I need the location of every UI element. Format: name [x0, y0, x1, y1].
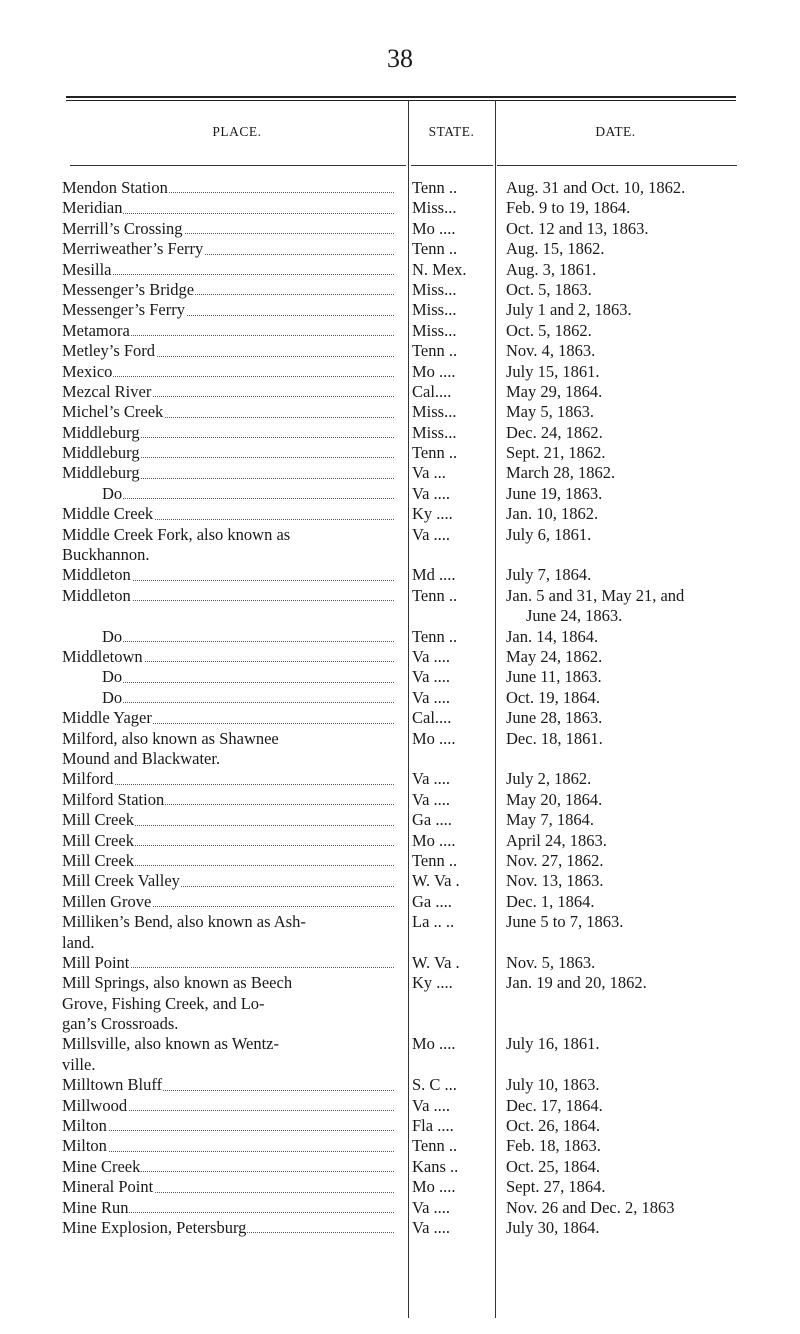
table-row: [0, 525, 800, 566]
place-cell: [62, 1198, 402, 1218]
state-cell: Tenn ..: [412, 239, 458, 259]
date-cell: [506, 871, 800, 891]
place-name: Mesilla: [62, 259, 112, 279]
date-text: May 29, 1864.: [506, 381, 603, 401]
table-row: [0, 504, 800, 524]
header-place: PLACE.: [212, 124, 262, 139]
place-name: Middleburg: [62, 422, 140, 442]
state-cell: Va ....: [412, 647, 451, 667]
leader-dots: [102, 702, 394, 703]
date-cell: [506, 1136, 800, 1156]
date-cell: [506, 831, 800, 851]
place-cell: [62, 362, 402, 382]
place-cell: [62, 953, 402, 973]
page-number: 38: [387, 44, 413, 73]
place-name: Mine Explosion, Petersburg: [62, 1218, 247, 1238]
date-text: Oct. 5, 1862.: [506, 320, 592, 340]
table-row: [0, 1177, 800, 1197]
place-name: Milton: [62, 1136, 107, 1156]
table-row: [0, 790, 800, 810]
date-text: Sept. 27, 1864.: [506, 1177, 606, 1197]
date-text: Aug. 15, 1862.: [506, 239, 605, 259]
date-text: Dec. 18, 1861.: [506, 728, 603, 748]
date-text: Oct. 25, 1864.: [506, 1156, 600, 1176]
place-name: Messenger’s Ferry: [62, 300, 185, 320]
state-cell: Va ....: [412, 789, 451, 809]
table-row: [0, 321, 800, 341]
place-cell: [62, 1116, 402, 1136]
date-cell: [506, 790, 800, 810]
state-cell: Cal....: [412, 708, 452, 728]
table-row: [0, 973, 800, 1034]
place-cell: [62, 219, 402, 239]
table-row: [0, 892, 800, 912]
place-cell: [62, 1177, 402, 1197]
state-cell: La .. ..: [412, 912, 455, 932]
place-name: Do: [102, 626, 123, 646]
place-name: Mineral Point: [62, 1177, 154, 1197]
state-cell: Tenn ..: [412, 341, 458, 361]
state-cell: Ky ....: [412, 504, 453, 524]
place-cell: [62, 525, 402, 566]
place-cell: [62, 423, 402, 443]
table-row: [0, 831, 800, 851]
place-name: Do: [102, 687, 123, 707]
date-cell: [506, 973, 800, 993]
date-text: July 30, 1864.: [506, 1218, 600, 1238]
state-cell: Miss...: [412, 402, 457, 422]
leader-dots: [102, 682, 394, 683]
place-cell: [62, 871, 402, 891]
table-row: [0, 178, 800, 198]
state-cell: Va ....: [412, 687, 451, 707]
table-row: [0, 382, 800, 402]
place-cell: [62, 1218, 402, 1238]
table-row: [0, 484, 800, 504]
state-cell: Fla ....: [412, 1116, 454, 1136]
place-name: Mezcal River: [62, 381, 152, 401]
place-cell: [62, 1136, 402, 1156]
table-row: [0, 565, 800, 585]
date-cell: [506, 586, 800, 627]
place-name: Metamora: [62, 320, 130, 340]
date-cell: [506, 198, 800, 218]
place-name: Millen Grove: [62, 891, 152, 911]
table-top-rule-thin: [66, 100, 736, 101]
date-cell: [506, 484, 800, 504]
place-name: Mine Run: [62, 1197, 129, 1217]
state-cell: Cal....: [412, 381, 452, 401]
date-cell: [506, 443, 800, 463]
date-text: Oct. 26, 1864.: [506, 1116, 600, 1136]
place-cell: [62, 341, 402, 361]
date-cell: [506, 912, 800, 932]
date-cell: [506, 423, 800, 443]
date-text: Sept. 21, 1862.: [506, 443, 606, 463]
date-text: June 11, 1863.: [506, 667, 602, 687]
place-cell: [102, 667, 402, 687]
place-name: Milltown Bluff: [62, 1075, 163, 1095]
state-cell: Miss...: [412, 198, 457, 218]
place-cell: [62, 729, 402, 770]
date-text: July 7, 1864.: [506, 565, 592, 585]
place-name: Milford: [62, 769, 114, 789]
table-row: [0, 260, 800, 280]
place-cell: [62, 586, 402, 606]
state-cell: Ga ....: [412, 891, 452, 911]
table-row: [0, 586, 800, 627]
table-row: [0, 198, 800, 218]
date-cell: [506, 810, 800, 830]
date-text: Nov. 5, 1863.: [506, 952, 596, 972]
date-cell: [506, 525, 800, 545]
state-cell: N. Mex.: [412, 259, 467, 279]
place-cell: [62, 810, 402, 830]
table-body: [0, 178, 800, 1238]
place-name: Mill Creek Valley: [62, 871, 180, 891]
date-cell: [506, 280, 800, 300]
place-cell: [62, 1034, 402, 1075]
table-row: [0, 1198, 800, 1218]
date-text: Aug. 31 and Oct. 10, 1862.: [506, 178, 686, 197]
place-cell: [62, 321, 402, 341]
date-cell: [506, 627, 800, 647]
state-cell: Miss...: [412, 300, 457, 320]
place-name: Milliken’s Bend, also known as Ash-: [62, 912, 306, 932]
date-cell: [506, 647, 800, 667]
date-text: Jan. 5 and 31, May 21, and: [506, 585, 685, 605]
date-text: July 10, 1863.: [506, 1075, 600, 1095]
leader-dots: [102, 641, 394, 642]
date-cell: [506, 463, 800, 483]
date-cell: [506, 341, 800, 361]
place-name: Mound and Blackwater.: [62, 748, 221, 768]
leader-dots: [62, 1151, 394, 1152]
place-cell: [62, 239, 402, 259]
date-text: Nov. 27, 1862.: [506, 850, 604, 870]
place-cell: [62, 402, 402, 422]
state-cell: Tenn ..: [412, 1136, 458, 1156]
date-cell: [506, 178, 800, 198]
state-cell: Md ....: [412, 565, 456, 585]
table-top-rule: [66, 96, 736, 98]
date-cell: [506, 239, 800, 259]
date-text: Jan. 14, 1864.: [506, 626, 599, 646]
place-cell: [62, 973, 402, 1034]
table-row: [0, 851, 800, 871]
table-row: [0, 1096, 800, 1116]
place-cell: [62, 912, 402, 953]
date-text: April 24, 1863.: [506, 830, 607, 850]
place-cell: [62, 708, 402, 728]
place-name: Middle Yager: [62, 708, 152, 728]
table-row: [0, 280, 800, 300]
place-name: Millsville, also known as Wentz-: [62, 1034, 279, 1054]
table-row: [0, 647, 800, 667]
date-text: July 15, 1861.: [506, 361, 600, 381]
place-cell: [62, 463, 402, 483]
place-cell: [62, 831, 402, 851]
state-cell: W. Va .: [412, 871, 460, 891]
table-row: [0, 300, 800, 320]
header-date: DATE.: [595, 124, 636, 139]
leader-dots: [62, 1130, 394, 1131]
table-row: [0, 219, 800, 239]
date-text: May 24, 1862.: [506, 647, 603, 667]
table-row: [0, 810, 800, 830]
date-cell: [506, 1075, 800, 1095]
date-text: Oct. 5, 1863.: [506, 279, 592, 299]
state-cell: Va ....: [412, 769, 451, 789]
place-cell: [62, 260, 402, 280]
place-cell: [62, 1096, 402, 1116]
header-rule-place: [70, 165, 406, 166]
date-cell: [506, 1198, 800, 1218]
date-text: June 19, 1863.: [506, 483, 603, 503]
date-cell: [506, 382, 800, 402]
place-name: Mill Creek: [62, 850, 134, 870]
place-name: Milton: [62, 1116, 107, 1136]
place-cell: [102, 627, 402, 647]
place-cell: [62, 1075, 402, 1095]
state-cell: Mo ....: [412, 1034, 456, 1054]
place-name: land.: [62, 932, 95, 952]
table-row: [0, 402, 800, 422]
place-name: Merriweather’s Ferry: [62, 239, 204, 259]
place-name: Middletown: [62, 647, 143, 667]
place-name: Metley’s Ford: [62, 341, 156, 361]
table-row: [0, 341, 800, 361]
date-text: Nov. 4, 1863.: [506, 341, 596, 361]
state-cell: Ky ....: [412, 973, 453, 993]
place-cell: [62, 382, 402, 402]
date-cell: [506, 769, 800, 789]
state-cell: Va ....: [412, 667, 451, 687]
date-text: Oct. 19, 1864.: [506, 687, 600, 707]
state-cell: Tenn ..: [412, 443, 458, 463]
date-cell: [506, 362, 800, 382]
place-cell: [102, 688, 402, 708]
state-cell: Va ....: [412, 483, 451, 503]
place-name: Mill Creek: [62, 830, 134, 850]
state-cell: Va ...: [412, 463, 446, 483]
place-name: Mill Springs, also known as Beech: [62, 973, 293, 993]
date-cell: [506, 402, 800, 422]
table-row: [0, 688, 800, 708]
table-row: [0, 1075, 800, 1095]
date-cell: [506, 1116, 800, 1136]
table-row: [0, 729, 800, 770]
state-cell: Mo ....: [412, 361, 456, 381]
table-row: [0, 667, 800, 687]
date-cell: [506, 1157, 800, 1177]
date-cell: [506, 1177, 800, 1197]
table-row: [0, 1116, 800, 1136]
place-cell: [62, 443, 402, 463]
date-text: Nov. 13, 1863.: [506, 871, 604, 891]
place-cell: [62, 851, 402, 871]
place-name: Milford Station: [62, 789, 165, 809]
date-cell: [506, 1218, 800, 1238]
state-cell: Kans ..: [412, 1156, 459, 1176]
header-rule-state: [411, 165, 493, 166]
date-cell: [506, 667, 800, 687]
date-cell: [506, 565, 800, 585]
state-cell: Va ....: [412, 1218, 451, 1238]
place-name: Mine Creek: [62, 1156, 141, 1176]
date-cell: [506, 300, 800, 320]
date-cell: [506, 321, 800, 341]
table-row: [0, 1136, 800, 1156]
state-cell: Miss...: [412, 279, 457, 299]
table-row: [0, 362, 800, 382]
place-cell: [62, 565, 402, 585]
date-cell: [506, 219, 800, 239]
table-row: [0, 1034, 800, 1075]
header-state: STATE.: [428, 124, 475, 139]
date-cell: [506, 688, 800, 708]
date-text: Oct. 12 and 13, 1863.: [506, 218, 649, 238]
date-text: Aug. 3, 1861.: [506, 259, 597, 279]
state-cell: Tenn ..: [412, 850, 458, 870]
table-row: [0, 769, 800, 789]
place-cell: [62, 178, 402, 198]
place-name: Middleburg: [62, 463, 140, 483]
place-name: Mendon Station: [62, 178, 168, 197]
place-name: Messenger’s Bridge: [62, 279, 195, 299]
date-text: May 5, 1863.: [506, 402, 594, 422]
table-row: [0, 463, 800, 483]
state-cell: Tenn ..: [412, 178, 458, 197]
date-cell: [506, 1034, 800, 1054]
place-name: Mill Creek: [62, 810, 134, 830]
place-name: Middle Creek Fork, also known as: [62, 524, 291, 544]
place-name: ville.: [62, 1054, 96, 1074]
state-cell: Va ....: [412, 524, 451, 544]
state-cell: Mo ....: [412, 1177, 456, 1197]
place-name: Do: [102, 667, 123, 687]
place-cell: [62, 300, 402, 320]
date-cell: [506, 1096, 800, 1116]
place-name: Middle Creek: [62, 504, 154, 524]
place-name: Millwood: [62, 1095, 128, 1115]
table-row: [0, 239, 800, 259]
date-text: Dec. 24, 1862.: [506, 422, 603, 442]
date-cell: [506, 851, 800, 871]
date-text: March 28, 1862.: [506, 463, 616, 483]
header-rule-date: [497, 165, 737, 166]
place-name: Do: [102, 483, 123, 503]
date-cell: [506, 892, 800, 912]
date-text: Dec. 17, 1864.: [506, 1095, 603, 1115]
place-cell: [62, 790, 402, 810]
place-name: Milford, also known as Shawnee: [62, 728, 279, 748]
table-row: [0, 1157, 800, 1177]
place-name: Middleton: [62, 565, 131, 585]
date-text: July 6, 1861.: [506, 524, 592, 544]
date-cell: [506, 708, 800, 728]
date-text: Jan. 10, 1862.: [506, 504, 599, 524]
date-text: Feb. 18, 1863.: [506, 1136, 601, 1156]
date-cell: [506, 953, 800, 973]
date-text: July 16, 1861.: [506, 1034, 600, 1054]
table-row: [0, 708, 800, 728]
place-name: Mill Point: [62, 952, 130, 972]
state-cell: Mo ....: [412, 728, 456, 748]
place-name: Middleburg: [62, 443, 140, 463]
state-cell: Ga ....: [412, 810, 452, 830]
place-name: Mexico: [62, 361, 113, 381]
state-cell: Va ....: [412, 1095, 451, 1115]
state-cell: S. C ...: [412, 1075, 457, 1095]
table-row: [0, 953, 800, 973]
date-text: Dec. 1, 1864.: [506, 891, 595, 911]
place-cell: [62, 198, 402, 218]
date-text: June 28, 1863.: [506, 708, 603, 728]
place-cell: [62, 892, 402, 912]
state-cell: Miss...: [412, 320, 457, 340]
place-name: Buckhannon.: [62, 545, 150, 565]
date-text: Feb. 9 to 19, 1864.: [506, 198, 631, 218]
date-text: July 2, 1862.: [506, 769, 592, 789]
date-cell: [506, 729, 800, 749]
table-row: [0, 627, 800, 647]
date-text: June 24, 1863.: [526, 606, 623, 626]
date-text: Jan. 19 and 20, 1862.: [506, 973, 647, 993]
date-text: July 1 and 2, 1863.: [506, 300, 632, 320]
table-row: [0, 871, 800, 891]
state-cell: W. Va .: [412, 952, 460, 972]
state-cell: Mo ....: [412, 218, 456, 238]
place-cell: [62, 1157, 402, 1177]
state-cell: Tenn ..: [412, 585, 458, 605]
table-row: [0, 423, 800, 443]
place-cell: [62, 280, 402, 300]
place-cell: [62, 504, 402, 524]
place-name: Middleton: [62, 585, 131, 605]
place-name: Michel’s Creek: [62, 402, 164, 422]
date-text: May 7, 1864.: [506, 810, 594, 830]
place-cell: [102, 484, 402, 504]
date-text: June 5 to 7, 1863.: [506, 912, 624, 932]
date-text: May 20, 1864.: [506, 789, 603, 809]
place-name: Merrill’s Crossing: [62, 218, 183, 238]
leader-dots: [102, 498, 394, 499]
table-row: [0, 443, 800, 463]
table-row: [0, 912, 800, 953]
place-cell: [62, 769, 402, 789]
place-cell: [62, 647, 402, 667]
date-cell: [506, 504, 800, 524]
place-name: Meridian: [62, 198, 123, 218]
state-cell: Mo ....: [412, 830, 456, 850]
state-cell: Miss...: [412, 422, 457, 442]
table-row: [0, 1218, 800, 1238]
state-cell: Va ....: [412, 1197, 451, 1217]
place-name: Grove, Fishing Creek, and Lo-: [62, 993, 265, 1013]
date-text: Nov. 26 and Dec. 2, 1863: [506, 1197, 675, 1217]
state-cell: Tenn ..: [412, 626, 458, 646]
date-cell: [506, 260, 800, 280]
place-name: gan’s Crossroads.: [62, 1014, 179, 1034]
